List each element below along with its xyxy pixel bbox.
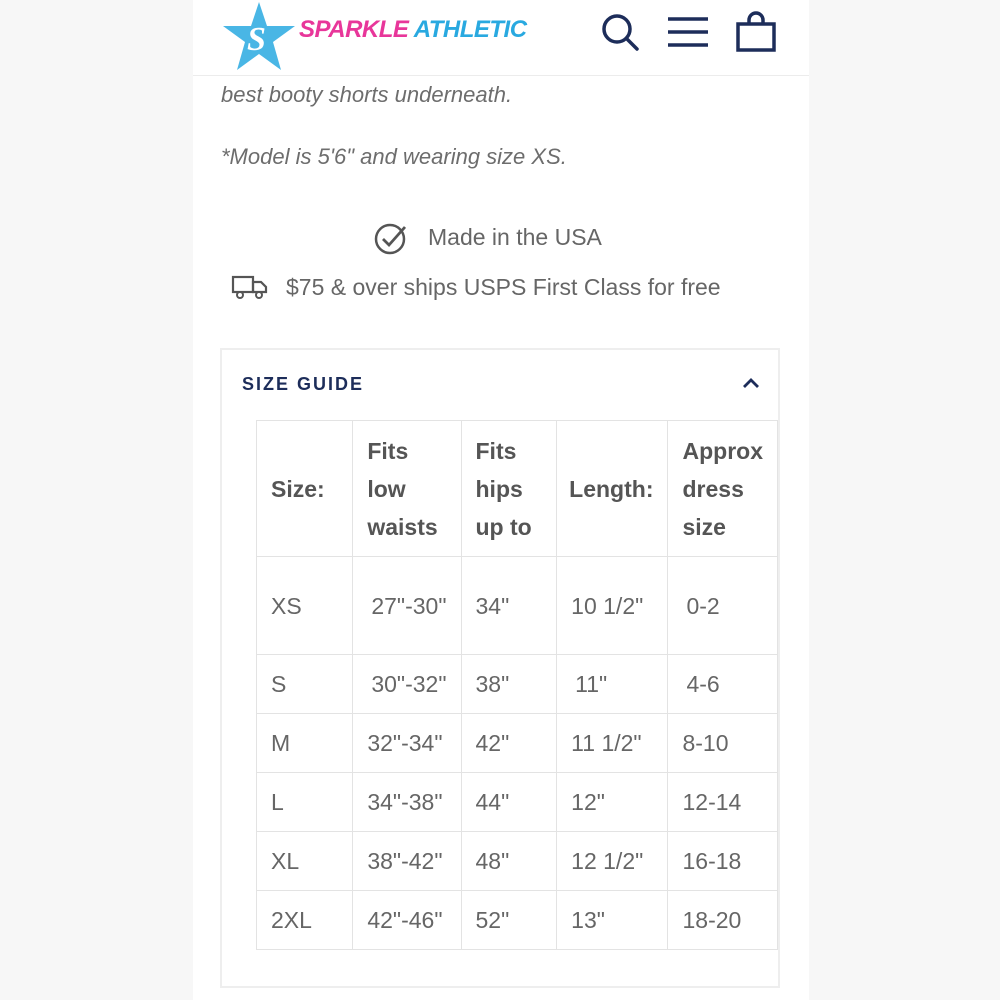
- cell-waist: 38"-42": [353, 832, 461, 891]
- cell-dress-size: 8-10: [668, 714, 778, 773]
- cart-icon[interactable]: [734, 10, 778, 54]
- description-line: best booty shorts underneath.: [221, 82, 513, 107]
- size-guide-title[interactable]: SIZE GUIDE: [242, 374, 365, 394]
- check-circle-icon: [374, 222, 408, 256]
- cell-dress-size: 12-14: [668, 773, 778, 832]
- site-header: [193, 0, 809, 76]
- product-page: [193, 0, 809, 1000]
- cell-waist: 34"-38": [353, 773, 461, 832]
- model-note: *Model is 5'6" and wearing size XS.: [221, 144, 567, 169]
- header-size: Size:: [257, 421, 353, 557]
- cell-dress-size: 16-18: [668, 832, 778, 891]
- cell-length: 12 1/2": [557, 832, 668, 891]
- cell-dress-size: 18-20: [668, 891, 778, 950]
- cell-size: XL: [257, 832, 353, 891]
- size-table: [256, 420, 778, 950]
- table-row: [257, 832, 778, 891]
- feature-shipping-label: $75 & over ships USPS First Class for free: [286, 274, 721, 300]
- feature-made-in-usa-label: Made in the USA: [428, 224, 602, 250]
- cell-size: 2XL: [257, 891, 353, 950]
- cell-dress-size: 4-6: [668, 655, 778, 714]
- size-guide-accordion: [220, 348, 780, 988]
- table-row: [257, 655, 778, 714]
- cell-hips: 44": [461, 773, 557, 832]
- logo[interactable]: [219, 0, 559, 76]
- star-logo-icon: [219, 0, 299, 76]
- cell-length: 11 1/2": [557, 714, 668, 773]
- truck-icon: [231, 274, 269, 300]
- cell-hips: 48": [461, 832, 557, 891]
- cell-length: 11": [557, 655, 668, 714]
- header-length: Length:: [557, 421, 668, 557]
- cell-waist: 30"-32": [353, 655, 461, 714]
- cell-dress-size: 0-2: [668, 557, 778, 655]
- cell-hips: 34": [461, 557, 557, 655]
- cell-size: L: [257, 773, 353, 832]
- table-row: [257, 773, 778, 832]
- chevron-up-icon[interactable]: [742, 376, 760, 390]
- cell-waist: 32"-34": [353, 714, 461, 773]
- header-waist: Fits low waists: [353, 421, 461, 557]
- cell-hips: 52": [461, 891, 557, 950]
- menu-icon[interactable]: [666, 10, 710, 54]
- cell-length: 12": [557, 773, 668, 832]
- size-table-header: [257, 421, 778, 557]
- svg-text:S: S: [247, 21, 266, 58]
- table-row: [257, 557, 778, 655]
- brand-word-athletic: ATHLETIC: [413, 16, 527, 43]
- cell-hips: 38": [461, 655, 557, 714]
- header-dress-size: Approx dress size: [668, 421, 778, 557]
- table-row: [257, 891, 778, 950]
- cell-size: S: [257, 655, 353, 714]
- search-icon[interactable]: [598, 10, 642, 54]
- cell-hips: 42": [461, 714, 557, 773]
- brand-word-sparkle: SPARKLE: [299, 16, 409, 43]
- cell-size: M: [257, 714, 353, 773]
- cell-waist: 27"-30": [353, 557, 461, 655]
- cell-size: XS: [257, 557, 353, 655]
- table-row: [257, 714, 778, 773]
- cell-waist: 42"-46": [353, 891, 461, 950]
- brand-name: [299, 16, 527, 44]
- header-hips: Fits hips up to: [461, 421, 557, 557]
- cell-length: 13": [557, 891, 668, 950]
- cell-length: 10 1/2": [557, 557, 668, 655]
